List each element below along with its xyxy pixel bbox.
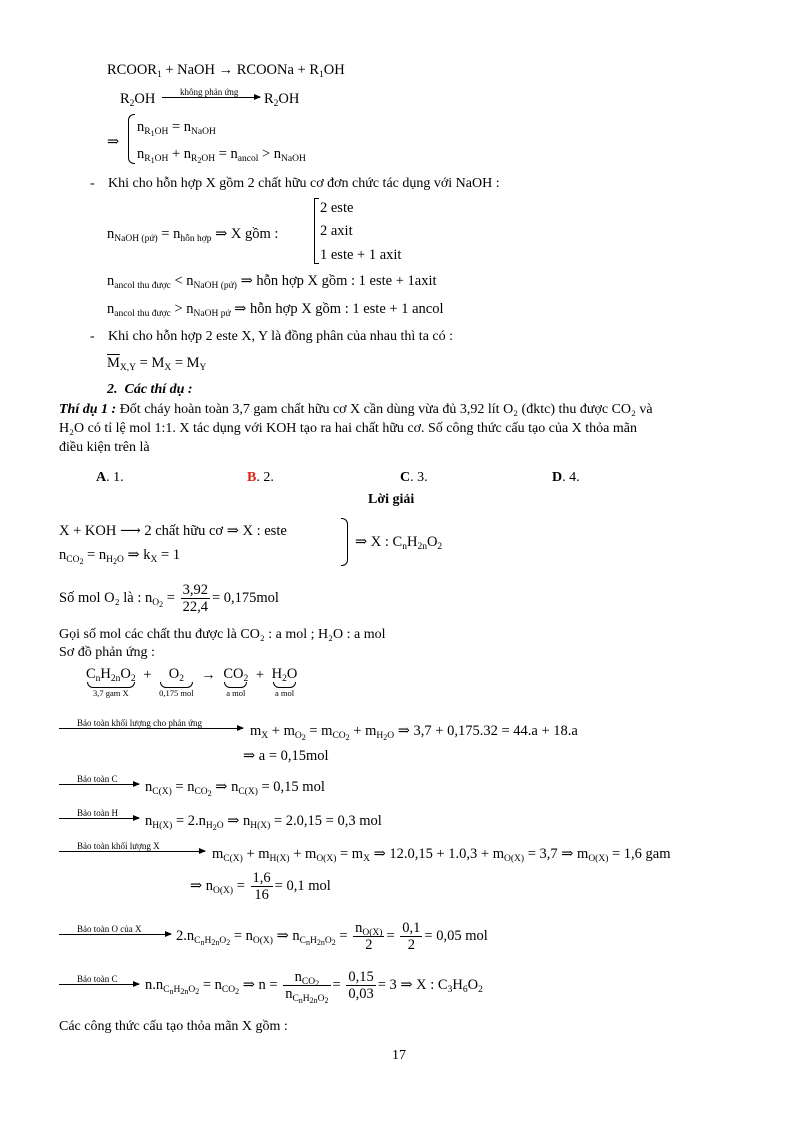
arrow-c-conservation: Bảo toàn C <box>59 774 139 785</box>
solution-step-1: X + KOH ⟶ 2 chất hữu cơ ⇒ X : este <box>59 523 287 539</box>
bullet-text-1: Khi cho hỗn hợp X gồm 2 chất hữu cơ đơn chức tác dụng với NaOH : <box>108 176 500 191</box>
solution-step-2: $n_{CO_2} = n_{H_2O}$ ⇒ $k_X = 1$ <box>59 547 181 566</box>
equation-ester-hydrolysis: $RCOOR_1$ + NaOH → RCOONa + $R_1OH$ <box>107 62 345 80</box>
mass-x-equation: $m_{C(X)} + m_{H(X)} + m_{O(X)} = m_X$ ⇒ $12.0,15 + 1.0,3 + m_{O(X)} = 3,7$ ⇒ $m_{O(X)} = 1,6$ gam <box>212 846 671 864</box>
system-brace <box>128 114 135 164</box>
bullet-text-2: Khi cho hỗn hợp 2 este X, Y là đồng phân của nhau thì ta có : <box>108 329 454 344</box>
equation-isomer-mass: $\overline{M}_{X,Y} = M_X = M_Y$ <box>107 355 207 373</box>
options-bracket <box>314 198 319 264</box>
page-number: 17 <box>392 1048 406 1063</box>
solution-step-3: ⇒ X : $C_nH_{2n}O_2$ <box>355 534 443 552</box>
arrow-no-reaction: không phản ứng <box>162 87 260 98</box>
choice-d[interactable]: D. 4. <box>552 470 580 485</box>
arrow-h-conservation: Bảo toàn H <box>59 808 139 819</box>
system-line-2: $n_{R_1OH} + n_{R_2OH} = n_{ancol} > n_{NaOH}$ <box>137 146 306 165</box>
bullet-dash: - <box>90 176 95 191</box>
solution-title: Lời giải <box>368 492 415 507</box>
arrow-c-conservation-2: Bảo toàn C <box>59 974 139 985</box>
n-equation: $n.n_{C_nH_{2n}O_2} = n_{CO_2}$ ⇒ n = $\frac{n_{CO_2}}{n_{C_nH_{2n}O_2}}$ = $\frac{0,15}{0,03}$ = 3 ⇒ X : $C_3H_6O_2$ <box>145 969 483 1006</box>
solution-brace <box>341 518 348 566</box>
arrow-o-conservation: Bảo toàn O của X <box>59 924 171 935</box>
o-equation: $2.n_{C_nH_{2n}O_2} = n_{O(X)}$ ⇒ $n_{C_nH_{2n}O_2}$ = $\frac{n_{O(X)}}{2}$ = $\frac{0,1}{2}$ = 0,05 mol <box>176 920 488 954</box>
choice-c[interactable]: C. 3. <box>400 470 428 485</box>
arrow-mass-x: Bảo toàn khối lượng X <box>59 841 205 852</box>
problem-line-1: Thí dụ 1 : Đốt cháy hoàn toàn 3,7 gam chất hữu cơ X cần dùng vừa đủ 3,92 lít O₂ (đktc) thu được CO₂ và <box>59 402 653 417</box>
implies-symbol: ⇒ <box>107 134 120 150</box>
closing-text: Các công thức cấu tạo thỏa mãn X gồm : <box>59 1019 288 1034</box>
system-line-1: $n_{R_1OH} = n_{NaOH}$ <box>137 119 216 138</box>
equation-no-reaction: $R_2OH$ <box>120 91 156 109</box>
equation-naoh-mixture: $n_{NaOH (pứ)} = n_{hỗn hợp}$ ⇒ X gồm : <box>107 226 279 244</box>
arrow-mass-conservation: Bảo toàn khối lượng cho phản ứng <box>59 718 243 729</box>
section-heading: 2. Các thí dụ : <box>107 382 193 397</box>
mol-o2-calc: Số mol O₂ là : $n_{O_2}$ = $\frac{3,92}{22,4}$ = 0,175mol <box>59 582 279 616</box>
mass-equation: $m_X + m_{O_2} = m_{CO_2} + m_{H_2O}$ ⇒ 3,7 + 0,175.32 = 44.a + 18.a <box>250 723 578 742</box>
condition-ancol-less: $n_{ancol thu được} < n_{NaOH (pứ)}$ ⇒ hỗn hợp X gồm : 1 este + 1axit <box>107 273 437 291</box>
problem-line-2: H₂O có tỉ lệ mol 1:1. X tác dụng với KOH tạo ra hai chất hữu cơ. Số công thức cấu tạo của X thỏa mãn <box>59 421 637 436</box>
option-este-axit: 1 este + 1 axit <box>320 247 402 263</box>
condition-ancol-greater: $n_{ancol thu được} > n_{NaOH pứ}$ ⇒ hỗn hợp X gồm : 1 este + 1 ancol <box>107 301 444 319</box>
reaction-scheme: $C_nH_{2n}O_2$ 3,7 gam X + $O_2$ 0,175 mol → $CO_2$ a mol + $H_2O$ a mol <box>86 666 298 698</box>
problem-line-3: điều kiện trên là <box>59 440 150 455</box>
o-mol-result: ⇒ $n_{O(X)}$ = $\frac{1,6}{16}$ = 0,1 mol <box>190 870 331 904</box>
call-text: Gọi số mol các chất thu được là CO₂ : a mol ; H₂O : a mol <box>59 627 386 642</box>
option-2-este: 2 este <box>320 200 354 216</box>
option-2-axit: 2 axit <box>320 223 353 239</box>
bullet-dash: - <box>90 329 95 344</box>
scheme-text: Sơ đồ phản ứng : <box>59 645 155 660</box>
choice-a[interactable]: A. 1. <box>96 470 124 485</box>
h-equation: $n_{H(X)} = 2.n_{H_2O}$ ⇒ $n_{H(X)} = 2.0,15 = 0,3$ mol <box>145 813 382 832</box>
c-equation: $n_{C(X)} = n_{CO_2}$ ⇒ $n_{C(X)} = 0,15$ mol <box>145 779 325 798</box>
choice-b[interactable]: B. 2. <box>247 470 274 485</box>
a-result: ⇒ a = 0,15mol <box>243 748 329 764</box>
